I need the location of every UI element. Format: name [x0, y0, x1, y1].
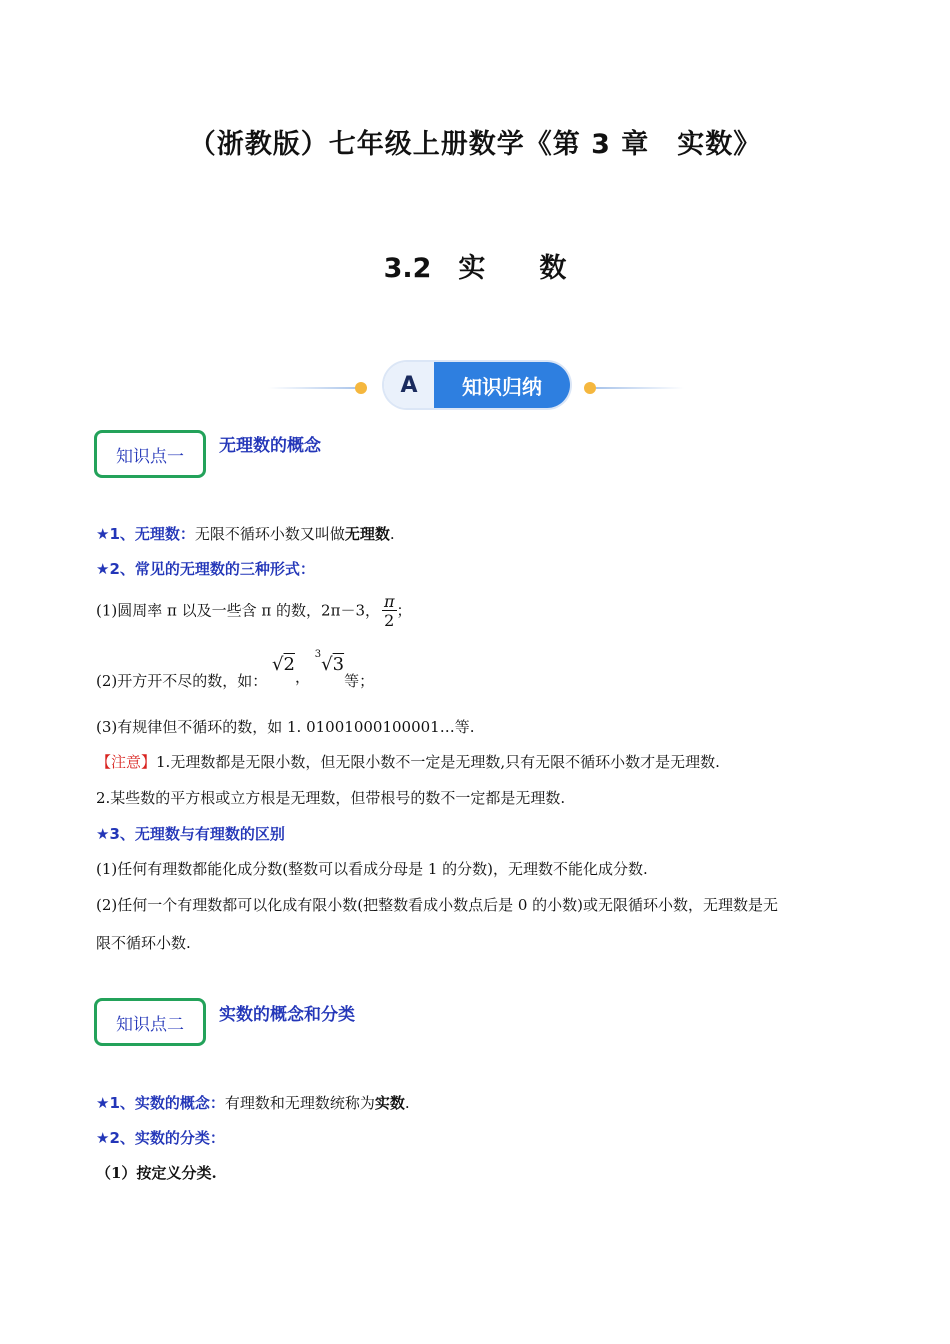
banner-line-left — [268, 387, 360, 389]
kp2-line-2: ★2、实数的分类： — [96, 1129, 225, 1147]
banner-line-right — [596, 387, 684, 389]
kp1-line-8: ★3、无理数与有理数的区别 — [96, 825, 285, 843]
kp1-line-5: (3)有规律但不循环的数，如 1. 01001000100001…等. — [96, 718, 475, 736]
fraction-denominator: 2 — [384, 611, 395, 630]
kp1-line-11: 限不循环小数. — [96, 934, 191, 952]
cbrt-3-radicand: 3 — [332, 654, 345, 675]
sqrt-2-radicand: 2 — [283, 654, 295, 675]
kp1-l4-sep: ， — [294, 668, 310, 686]
banner-letter: A — [384, 362, 434, 408]
kp2-l1-end: . — [404, 1094, 410, 1112]
section-banner — [384, 362, 570, 408]
kp2-l1-bold: 实数 — [374, 1094, 405, 1112]
knowledge-point-2-box: 知识点二 — [94, 998, 206, 1046]
kp2-l1-label: ★1、实数的概念： — [96, 1094, 225, 1112]
page-title: （浙教版）七年级上册数学《第 3 章 实数》 — [188, 129, 762, 160]
cbrt-index: 3 — [314, 649, 322, 660]
kp1-line-2: ★2、常见的无理数的三种形式： — [96, 560, 315, 578]
kp1-l3-text: (1)圆周率 π 以及一些含 π 的数，2π－3， — [96, 601, 380, 620]
kp1-l3-end: ； — [396, 601, 412, 620]
pi-over-2-fraction — [382, 594, 397, 629]
kp1-l1-label: ★1、无理数： — [96, 525, 195, 543]
kp1-line-3 — [96, 594, 412, 629]
banner-dot-right — [584, 382, 596, 394]
kp1-l1-end: . — [389, 525, 395, 543]
note-tag: 【注意】 — [96, 753, 157, 771]
kp1-line-1 — [96, 523, 395, 544]
section-title: 3.2 实 数 — [383, 253, 567, 284]
banner-dot-left — [355, 382, 367, 394]
cbrt-3: $^3$√3 — [314, 649, 345, 675]
banner-text: 知识归纳 — [434, 362, 570, 408]
kp1-line-4 — [96, 649, 375, 690]
knowledge-point-1-heading: 无理数的概念 — [219, 436, 321, 456]
kp1-l4-text: (2)开方开不尽的数，如： — [96, 672, 268, 690]
kp1-note — [96, 751, 720, 772]
kp1-line-7: 2.某些数的平方根或立方根是无理数，但带根号的数不一定都是无理数. — [96, 789, 566, 807]
kp2-line-3: （1）按定义分类. — [96, 1164, 217, 1182]
kp1-line-10: (2)任何一个有理数都可以化成有限小数(把整数看成小数点后是 0 的小数)或无限循环小数，无理数是无 — [96, 896, 779, 914]
fraction-numerator: π — [383, 592, 395, 611]
kp2-line-1 — [96, 1092, 410, 1113]
knowledge-point-2-heading: 实数的概念和分类 — [219, 1005, 355, 1025]
kp1-l1-bold: 无理数 — [344, 525, 390, 543]
sqrt-2: √2 — [272, 654, 295, 675]
kp1-line-9: (1)任何有理数都能化成分数(整数可以看成分母是 1 的分数)，无理数不能化成分数. — [96, 860, 648, 878]
kp1-l1-text: 无限不循环小数又叫做 — [194, 525, 345, 543]
kp2-l1-text: 有理数和无理数统称为 — [224, 1094, 375, 1112]
kp1-l4-end: 等； — [344, 672, 375, 690]
knowledge-point-1-box: 知识点一 — [94, 430, 206, 478]
note-text: 1.无理数都是无限小数，但无限小数不一定是无理数,只有无限不循环小数才是无理数. — [156, 753, 720, 771]
